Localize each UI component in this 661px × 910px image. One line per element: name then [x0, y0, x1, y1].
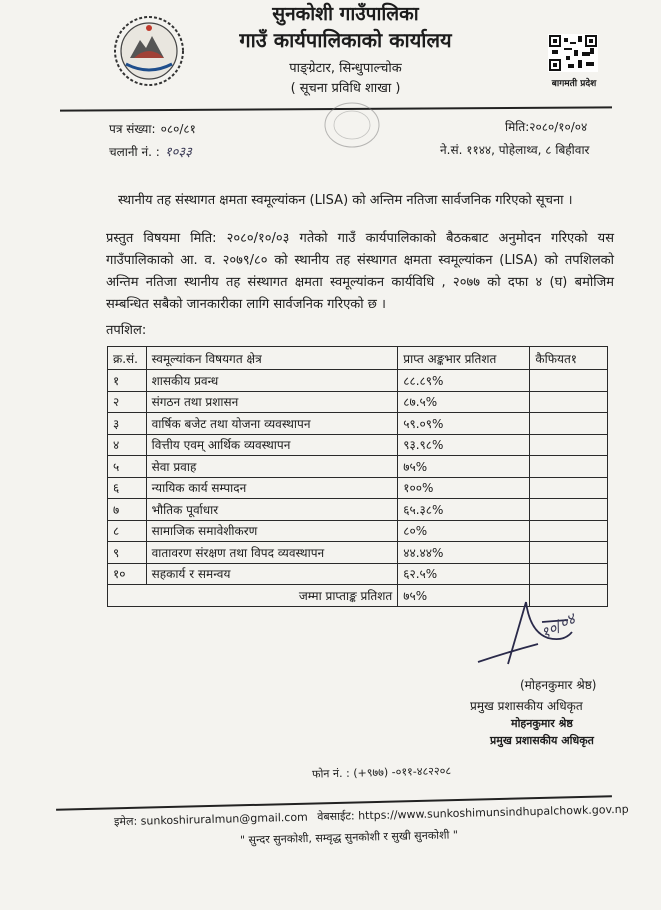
signatory-title: प्रमुख प्रशासकीय अधिकृत — [470, 699, 583, 713]
table-row — [108, 434, 608, 456]
row-percent: १००% — [398, 477, 530, 499]
nepal-sambat-date: ने.सं. ११४४, पोहेलाथ्व, ८ बिहीवार — [440, 143, 590, 157]
row-percent: ५९.०९% — [398, 413, 530, 435]
stamp-title: प्रमुख प्रशासकीय अधिकृत — [490, 734, 594, 747]
row-serial: ३ — [108, 413, 147, 435]
row-percent: ४४.४४% — [398, 542, 530, 564]
qr-code-icon — [548, 34, 598, 72]
row-percent: ६२.५% — [398, 563, 530, 585]
row-serial: ८ — [108, 520, 147, 542]
footer-slogan: " सुन्दर सुनकोशी, सम्वृद्ध सुनकोशी र सुखी सुनकोशी " — [239, 828, 459, 847]
row-serial: ७ — [108, 499, 147, 521]
stamp-name: मोहनकुमार श्रेष्ठ — [511, 717, 573, 730]
date-value: २०८०/१०/०४ — [529, 120, 588, 134]
footer-phone: फोन नं. : (+९७७) -०११-४८२२०८ — [311, 764, 452, 781]
row-area: शासकीय प्रवन्ध — [146, 370, 398, 392]
municipality-name: सुनकोशी गाउँपालिका — [272, 3, 419, 25]
row-remarks — [530, 520, 608, 542]
notice-subject: स्थानीय तह संस्थागत क्षमता स्वमूल्यांकन (LISA) को अन्तिम नतिजा सार्वजनिक गरिएको सूचना । — [118, 193, 573, 208]
dispatch-number-label: चलानी नं. : — [109, 145, 160, 159]
section-name: ( सूचना प्रविधि शाखा ) — [290, 81, 401, 96]
row-area: संगठन तथा प्रशासन — [146, 391, 398, 413]
details-label: तपशिल: — [106, 323, 147, 338]
signatory-name: (मोहनकुमार श्रेष्ठ) — [520, 678, 597, 692]
row-remarks — [530, 456, 608, 478]
table-row — [108, 413, 608, 435]
row-serial: १ — [108, 370, 147, 392]
table-row — [108, 456, 608, 478]
table-row — [108, 477, 608, 499]
row-serial: २ — [108, 391, 147, 413]
office-name: गाउँ कार्यपालिकाको कार्यालय — [239, 28, 452, 52]
footer-website: वेबसाईट: https://www.sunkoshimunsindhupalchowk.gov.np — [317, 802, 629, 824]
lisa-results-table — [107, 346, 608, 607]
office-stamp-icon — [322, 100, 382, 150]
issue-date — [505, 118, 587, 135]
row-area: वार्षिक बजेट तथा योजना व्यवस्थापन — [146, 413, 398, 435]
row-remarks — [530, 477, 608, 499]
row-percent: ८७.५% — [398, 391, 530, 413]
row-area: सेवा प्रवाह — [146, 456, 398, 478]
row-area: सहकार्य र समन्वय — [146, 563, 398, 585]
row-area: वातावरण संरक्षण तथा विपद व्यवस्थापन — [146, 542, 398, 564]
row-percent: ७५% — [398, 456, 530, 478]
header-remarks: कैफियत१ — [530, 347, 608, 370]
signature-date: १०/०४ — [537, 609, 579, 643]
row-remarks — [530, 434, 608, 456]
row-remarks — [530, 499, 608, 521]
table-row — [108, 542, 608, 564]
dispatch-number — [109, 141, 192, 160]
row-serial: ६ — [108, 477, 147, 499]
table-row — [108, 520, 608, 542]
row-area: न्यायिक कार्य सम्पादन — [146, 477, 398, 499]
row-serial: ९ — [108, 542, 147, 564]
row-serial: १० — [108, 563, 147, 585]
dispatch-number-value: १०३३ — [164, 145, 192, 160]
row-serial: ४ — [108, 434, 147, 456]
row-remarks — [530, 563, 608, 585]
letter-number — [109, 118, 196, 137]
header-percent: प्राप्त अङ्कभार प्रतिशत — [398, 347, 530, 370]
header-serial: क्र.सं. — [108, 347, 147, 370]
row-serial: ५ — [108, 456, 147, 478]
row-percent: ८०% — [398, 520, 530, 542]
row-percent: ८८.८९% — [398, 370, 530, 392]
total-label: जम्मा प्राप्ताङ्क प्रतिशत — [108, 585, 398, 607]
row-percent: ६५.३८% — [398, 499, 530, 521]
table-row — [108, 391, 608, 413]
row-percent: ९३.९८% — [398, 434, 530, 456]
total-value: ७५% — [398, 585, 530, 607]
table-header-row — [108, 347, 608, 370]
row-area: वित्तीय एवम् आर्थिक व्यवस्थापन — [146, 434, 398, 456]
notice-body: प्रस्तुत विषयमा मिति: २०८०/१०/०३ गतेको गाउँ कार्यपालिकाको बैठकबाट अनुमोदन गरिएको यस गाउँपालिकाको आ. व. २०७९/८० को स्थानीय तह संस्थागत क्षमता स्वमूल्यांकन (LISA) को तपशिलको अन्तिम नतिजा स्थानीय तह संस्थागत क्षमता स्वमूल्यांकन कार्यविधि , २०७७ को दफा ४ (घ) बमोजिम सम्बन्धित सबैको जानकारीका लागि सार्वजनिक गरिएको छ । — [106, 231, 614, 312]
row-area: भौतिक पूर्वाधार — [146, 499, 398, 521]
row-remarks — [530, 542, 608, 564]
date-label: मिति: — [505, 120, 530, 134]
footer-email: इमेल: sunkoshiruralmun@gmail.com — [113, 810, 308, 829]
table-row — [108, 499, 608, 521]
row-remarks — [530, 391, 608, 413]
row-remarks — [530, 370, 608, 392]
letter-number-value: ०८०/८१ — [160, 122, 196, 136]
office-address: पाङ्ग्रेटार, सिन्धुपाल्चोक — [289, 61, 402, 76]
province-name: बागमती प्रदेश — [551, 79, 597, 89]
header-area: स्वमूल्यांकन विषयगत क्षेत्र — [146, 347, 398, 370]
row-area: सामाजिक समावेशीकरण — [146, 520, 398, 542]
letter-number-label: पत्र संख्या: — [109, 122, 156, 136]
row-remarks — [530, 413, 608, 435]
table-row — [108, 370, 608, 392]
table-row — [108, 563, 608, 585]
